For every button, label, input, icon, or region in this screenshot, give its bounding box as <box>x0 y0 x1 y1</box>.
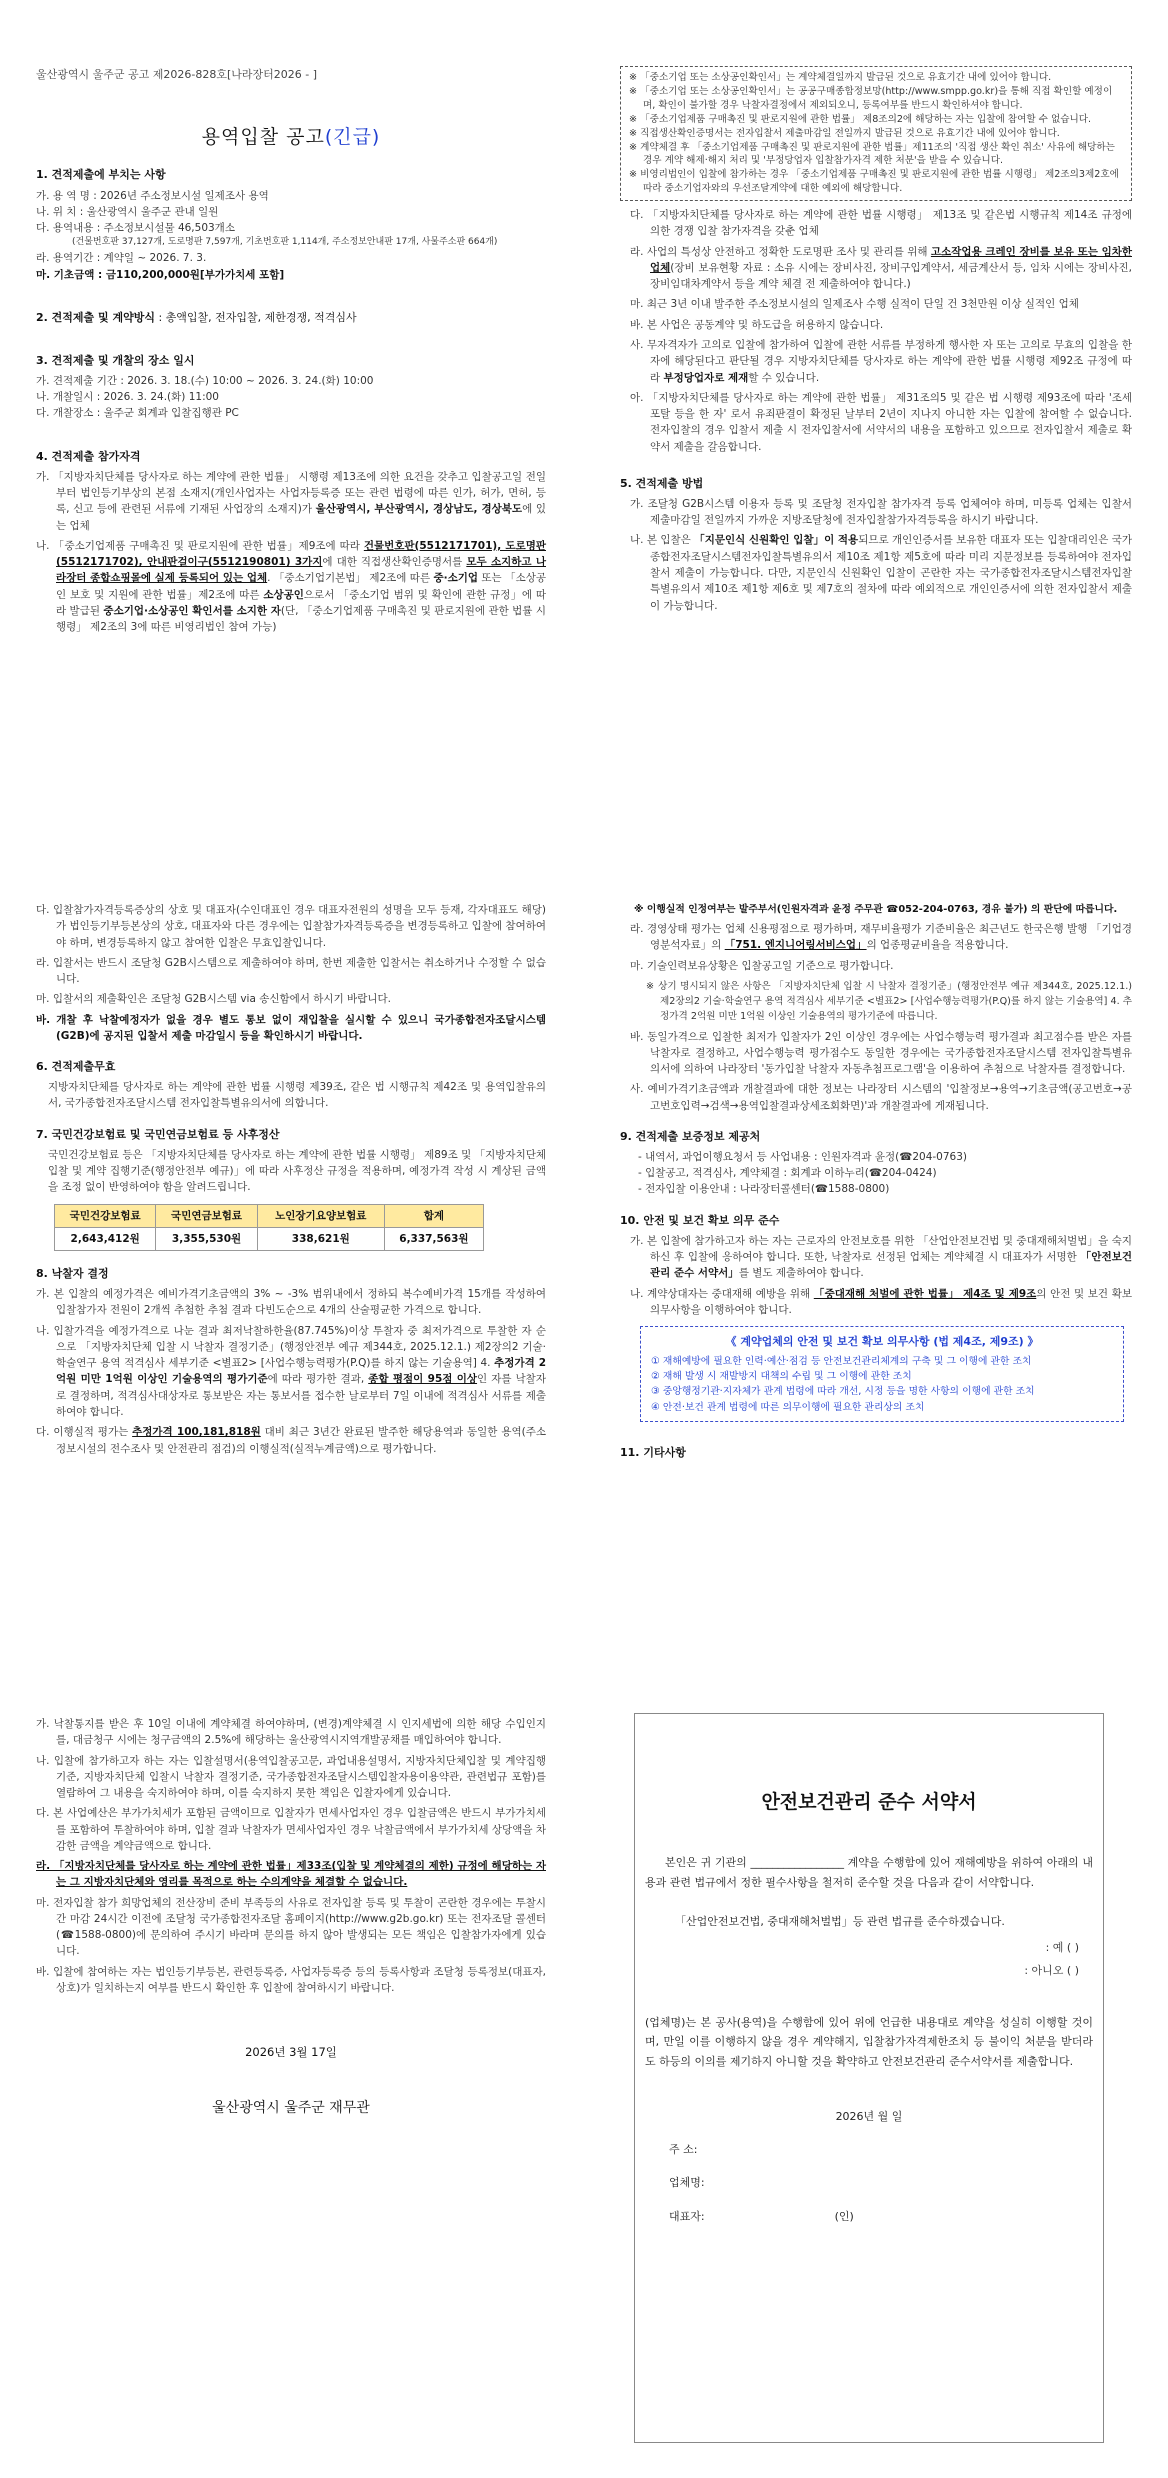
s8-item-b: 나. 입찰가격을 예정가격으로 나눈 결과 최저낙찰하한율(87.745%)이상 투찰자 중 최저가격으로 투찰한 자 순으로 「지방자치단체 입찰 시 낙찰자 결정기준」(행정안전부 예규 제344호, 2025.12.1.) 제2장의2 기술·학술연구 용역 적격심사 세부기준 <별표2> [사업수행능력평가(P.Q)를 하지 않는 기술용역] 4. 추정가격 2억원 미만 1억원 이상인 기술용역의 평가기준에 따라 평가한 결과, 종합 평점이 95점 이상인 자를 낙찰자로 결정하며, 적격심사대상자로 통보받은 자는 통보서를 접수한 날로부터 7일 이내에 적격심사 서류를 제출하여야 합니다. <box>36 1324 546 1418</box>
performance-note: ※ 이행실적 인정여부는 발주부서(인원자격과 윤정 주무관 ☎052-204-0763, 경유 불가) 의 판단에 따릅니다. <box>634 904 1118 915</box>
section-9-heading: 9. 견적제출 보증정보 제공처 <box>620 1129 761 1143</box>
seal-mark: (인) <box>834 2209 854 2223</box>
insurance-value: 6,337,563원 <box>384 1227 483 1250</box>
contact-item: - 내역서, 과업이행요청서 등 사업내용 : 인원자격과 윤정(☎204-0763) <box>638 1150 967 1163</box>
insurance-header: 합계 <box>384 1204 483 1227</box>
insurance-header: 국민건강보험료 <box>55 1204 156 1227</box>
pledge-date: 2026년 월 일 <box>835 2109 903 2123</box>
s8-item-c: 다. 이행실적 평가는 추정가격 100,181,818원 대비 최근 3년간 완료된 발주한 해당용역과 동일한 용역(주소정보시설의 전수조사 및 안전관리 점검)의 이행실적(실적누계금액)으로 평가합니다. <box>36 1426 546 1455</box>
s1-content: 다. 용역내용 : 주소정보시설물 46,503개소 <box>36 222 235 235</box>
contact-item: - 전자입찰 이용안내 : 나라장터콜센터(☎1588-0800) <box>638 1183 890 1196</box>
s11-item-f: 바. 입찰에 참여하는 자는 법인등기부등본, 관련등록증, 사업자등록증 등의 등록사항과 조달청 등록정보(대표자, 상호)가 일치하는지 여부를 반드시 확인한 후 입찰에 참여하시기 바랍니다. <box>36 1965 546 1994</box>
s1-period: 라. 용역기간 : 계약일 ~ 2026. 7. 3. <box>36 252 207 265</box>
s1-base-price: 마. 기초금액 : 금110,200,000원[부가가치세 포함] <box>36 268 285 281</box>
safety-box-title: 《 계약업체의 안전 및 보건 확보 의무사항 (법 제4조, 제9조) 》 <box>725 1335 1039 1349</box>
notice-date: 2026년 3월 17일 <box>245 2045 337 2060</box>
s11-item-e: 마. 전자입찰 참가 희망업체의 전산장비 준비 부족등의 사유로 전자입찰 등록 및 투찰이 곤란한 경우에는 투찰시간 마감 24시간 이전에 조달청 국가종합전자조달 홈페이지(http://www.g2b.go.kr) 또는 전자조달 콜센터(☎1588-0800)에 문의하여 주시기 바라며 문의를 하지 않아 발생되는 모든 책임은 입찰참가자에게 있습니다. <box>36 1896 546 1958</box>
s4-item-b: 나. 「중소기업제품 구매촉진 및 판로지원에 관한 법률」제9조에 따라 건물번호판(5512171701), 도로명판(5512171702), 안내판걸이구(5512190801) 3가지에 대한 직접생산확인증명서를 모두 소지하고 나라장터 종합쇼핑몰에 실제 등록되어 있는 업체. 「중소기업기본법」 제2조에 따른 중·소기업 또는 「소상공인 보호 및 지원에 관한 법률」제2조에 따른 소상공인으로서 「중소기업 범위 및 확인에 관한 규정」에 따라 발급된 중소기업·소상공인 확인서를 소지한 자(단, 「중소기업제품 구매촉진 및 판로지원에 관한 법률 시행령」 제2조의 3에 따른 비영리법인 참여 가능) <box>36 539 546 634</box>
s10-item-a: 가. 본 입찰에 참가하고자 하는 자는 근로자의 안전보호를 위한 「산업안전보건법 및 중대재해처벌법」을 숙지하신 후 입찰에 응하여야 합니다. 또한, 낙찰자로 선정된 업체는 계약체결 시 대표자가 서명한 「안전보건관리 준수 서약서」를 별도 제출하여야 합니다. <box>630 1234 1133 1280</box>
issuer-name: 울산광역시 울주군 재무관 <box>212 2100 370 2117</box>
s4-item-a: 가. 「지방자치단체를 당사자로 하는 계약에 관한 법률」 시행령 제13조에 의한 요건을 갖추고 입찰공고일 전일부터 법인등기부상의 본점 소재지(개인사업자는 사업자등록증 또는 관련 법령에 따른 인가, 허가, 면허, 등록, 신고 등에 관련된 서류에 기재된 사업장의 소재지)가 울산광역시, 부산광역시, 경상남도, 경상북도에 있는 업체 <box>36 470 546 532</box>
s5-item-f: 바. 개찰 후 낙찰예정자가 없을 경우 별도 통보 없이 재입찰을 실시할 수 있으니 국가종합전자조달시스템(G2B)에 공지된 입찰서 제출 마감일시 등을 확인하시기 바랍니다. <box>36 1013 546 1042</box>
note-item: ※ 「중소기업 또는 소상공인확인서」는 공공구매종합정보망(http://www.smpp.go.kr)을 통해 직접 확인할 예정이며, 확인이 불가할 경우 낙찰자결정에서 제외되오니, 등록여부를 반드시 확인하셔야 합니다. <box>629 85 1113 111</box>
s11-item-a: 가. 낙찰통지를 받은 후 10일 이내에 계약체결 하여야하며, (변경)계약체결 시 인지세법에 의한 해당 수입인지를, 대금청구 시에는 청구금액의 2.5%에 해당하는 울산광역시지역개발공채를 매입하여야 합니다. <box>36 1718 546 1747</box>
section-11-heading: 11. 기타사항 <box>620 1445 686 1459</box>
note-item: ※ 「중소기업제품 구매촉진 및 판로지원에 관한 법률」 제8조의2에 해당하는 자는 입찰에 참여할 수 없습니다. <box>629 113 1092 125</box>
insurance-table <box>54 1204 484 1252</box>
insurance-value: 338,621원 <box>257 1227 384 1250</box>
s8-item-e: 마. 기술인력보유상황은 입찰공고일 기준으로 평가합니다. <box>630 959 894 972</box>
s7-body: 국민건강보험료 등은 「지방자치단체를 당사자로 하는 계약에 관한 법률 시행령」 제89조 및 「지방자치단체 입찰 및 계약 집행기준(행정안전부 예규)」에 따라 사후정산 규정을 적용하며, 예정가격 작성 시 계상된 금액을 조정 없이 반영하여야 함을 알려드립니다. <box>48 1148 546 1194</box>
page1-left <box>36 66 546 635</box>
s4-item-g: 사. 무자격자가 고의로 입찰에 참가하여 입찰에 관한 서류를 부정하게 행사한 자 또는 고의로 무효의 입찰을 한 자에 해당된다고 판단될 경우 지방자치단체를 당사자로 하는 계약에 관한 법률 시행령 제92조 규정에 따라 부정당업자로 제재할 수 있습니다. <box>630 339 1132 384</box>
pledge-yes-option[interactable]: : 예 ( ) <box>1045 1941 1079 1954</box>
s3-submit-period: 가. 견적제출 기간 : 2026. 3. 18.(수) 10:00 ~ 2026. 3. 24.(화) 10:00 <box>36 374 374 387</box>
pledge-intro: 본인은 귀 기관의 _________________ 계약을 수행함에 있어 재해예방을 위하여 아래의 내용과 관련 법규에서 정한 필수사항을 철저히 준수할 것을 다음과 같이 서약합니다. <box>645 1856 1093 1889</box>
s8-item-a: 가. 본 입찰의 예정가격은 예비가격기초금액의 3% ~ -3% 범위내에서 정하되 복수예비가격 15개를 작성하여 입찰참가자 전원이 2개씩 추첨한 추첨 결과 다빈도순으로 4개의 산술평균한 가격으로 합니다. <box>36 1288 546 1317</box>
s5-item-a: 가. 조달청 G2B시스템 이용자 등록 및 조달청 전자입찰 참가자격 등록 업체여야 하며, 미등록 업체는 입찰서 제출마감일 전일까지 가까운 지방조달청에 전자입찰참가자격등록을 하시기 바랍니다. <box>630 497 1132 527</box>
contact-item: - 입찰공고, 적격심사, 계약체결 : 회계과 이하누리(☎204-0424) <box>638 1167 937 1180</box>
qualification-notes <box>620 66 1132 201</box>
pledge-no-option[interactable]: : 아니오 ( ) <box>1024 1964 1079 1978</box>
s11-item-b: 나. 입찰에 참가하고자 하는 자는 입찰설명서(용역입찰공고문, 과업내용설명서, 지방자치단체입찰 및 계약집행기준, 지방자치단체 입찰시 낙찰자 결정기준, 국가종합전자조달시스템입찰자용이용약관, 관련법규 포함)를 열람하여 그 내용을 숙지하여야 하며, 이를 숙지하지 못한 책임은 입찰자에게 있습니다. <box>36 1754 546 1800</box>
s4-item-f: 바. 본 사업은 공동계약 및 하도급을 허용하지 않습니다. <box>630 318 884 331</box>
s8-item-g: 사. 예비가격기초금액과 개찰결과에 대한 정보는 나라장터 시스템의 '입찰정보→용역→기초금액(공고번호→공고번호입력→검색→용역입찰결과상세조회화면)'과 개찰결과에 게재됩니다. <box>630 1083 1132 1112</box>
s4-item-h: 아. 「지방자치단체를 당사자로 하는 계약에 관한 법률」 제31조의5 및 같은 법 시행령 제93조에 따라 '조세포탈 등을 한 자' 로서 유죄판결이 확정된 날부터 2년이 지나지 아니한 자는 입찰에 참여할 수 없습니다. 전자입찰의 경우 입찰서 제출 시 전자입찰서에 서약서의 내용을 포함하고 있으므로 전자입찰서 제출로 확약서 제출을 갈음합니다. <box>630 391 1132 453</box>
s10-item-b: 나. 계약상대자는 중대재해 예방을 위해 「중대재해 처벌에 관한 법률」 제4조 및 제9조의 안전 및 보건 확보 의무사항을 이행하여야 합니다. <box>630 1287 1132 1316</box>
s6-body: 지방자치단체를 당사자로 하는 계약에 관한 법률 시행령 제39조, 같은 법 시행규칙 제42조 및 용역입찰유의서, 국가종합전자조달시스템 전자입찰특별유의서에 의합니다. <box>48 1081 546 1110</box>
page1-right <box>620 66 1132 614</box>
section-2-heading: 2. 견적제출 및 계약방식 : 총액입찰, 전자입찰, 제한경쟁, 적격심사 <box>36 310 357 324</box>
s11-item-c: 다. 본 사업예산은 부가가치세가 포함된 금액이므로 입찰자가 면세사업자인 경우 입찰금액은 반드시 부가가치세를 포함하여 투찰하여야 하며, 입찰 결과 낙찰자가 면세사업자인 경우 낙찰금액에서 부가가치세 상당액을 차감한 금액을 계약금액으로 합니다. <box>36 1807 546 1852</box>
s1-content-detail: (건물번호판 37,127개, 도로명판 7,597개, 기초번호판 1,114개, 주소정보안내판 17개, 사물주소판 664개) <box>72 237 498 248</box>
s3-open-place: 다. 개찰장소 : 울주군 회계과 입찰집행관 PC <box>36 407 239 420</box>
page2-right <box>620 902 1132 1465</box>
section-10-heading: 10. 안전 및 보건 확보 의무 준수 <box>620 1213 780 1227</box>
s11-item-d: 라. 「지방자치단체를 당사자로 하는 계약에 관한 법률」제33조(입찰 및 계약체결의 제한) 규정에 해당하는 자는 그 지방자치단체와 영리를 목적으로 하는 수의계약을 체결할 수 없습니다. <box>36 1860 546 1889</box>
pledge-title: 안전보건관리 준수 서약서 <box>761 1791 977 1813</box>
section-3-heading: 3. 견적제출 및 개찰의 장소 일시 <box>36 353 195 367</box>
section-4-heading: 4. 견적제출 참가자격 <box>36 449 141 463</box>
pledge-statement: (업체명)는 본 공사(용역)을 수행함에 있어 위에 언급한 내용대로 계약을 성실히 이행할 것이며, 만일 이를 이행하지 않을 경우 계약해지, 입찰참가자격제한조치 등 불이익 처분을 받더라도 하등의 이의를 제기하지 아니할 것을 확약하고 안전보건관리 준수서약서를 제출합니다. <box>645 2016 1093 2068</box>
section-6-heading: 6. 견적제출무효 <box>36 1060 116 1074</box>
pledge-address-field[interactable]: 주 소: <box>669 2143 698 2157</box>
s1-location: 나. 위 치 : 울산광역시 울주군 관내 일원 <box>36 205 219 218</box>
safety-item: ① 재해예방에 필요한 인력·예산·점검 등 안전보건관리체계의 구축 및 그 이행에 관한 조치 <box>651 1356 1032 1368</box>
safety-duty-box <box>640 1326 1124 1422</box>
s3-open-datetime: 나. 개찰일시 : 2026. 3. 24.(화) 11:00 <box>36 391 219 404</box>
s5-item-e: 마. 입찰서의 제출확인은 조달청 G2B시스템 via 송신함에서 하시기 바랍니다. <box>36 993 391 1006</box>
pledge-compliance: 「산업안전보건법, 중대재해처벌법」등 관련 법규를 준수하겠습니다. <box>675 1914 1005 1928</box>
s5-item-d: 라. 입찰서는 반드시 조달청 G2B시스템으로 제출하여야 하며, 한번 제출한 입찰서는 취소하거나 수정할 수 없습니다. <box>36 956 546 986</box>
safety-item: ③ 중앙행정기관·지자체가 관계 법령에 따라 개선, 시정 등을 명한 사항의 이행에 관한 조치 <box>651 1386 1035 1398</box>
note-item: ※ 비영리법인이 입찰에 참가하는 경우 「중소기업제품 구매촉진 및 판로지원에 관한 법률 시행령」 제2조의3제2호에 따라 중소기업자와의 우선조달계약에 대한 예외에 해당합니다. <box>629 169 1119 195</box>
safety-item: ② 재해 발생 시 재발방지 대책의 수립 및 그 이행에 관한 조치 <box>651 1371 912 1383</box>
s8-note: ※ 상기 명시되지 않은 사항은 「지방자치단체 입찰 시 낙찰자 결정기준」(행정안전부 예규 제344호, 2025.12.1.) 제2장의2 기술·학술연구 용역 적격심사 세부기준 <별표2> [사업수행능력평가(P.Q)를 하지 않는 기술용역] 4. 추정가격 2억원 미만 1억원 이상인 기술용역의 평가기준에 따릅니다. <box>646 980 1132 1022</box>
s5-item-b: 나. 본 입찰은 「지문인식 신원확인 입찰」이 적용되므로 개인인증서를 보유한 대표자 또는 입찰대리인은 국가종합전자조달시스템전자입찰특별유의서 제10조 제1항 제5호에 따라 미리 지문정보를 등록하여야 전자입찰서 제출이 가능합니다. 다만, 지문인식 신원확인 입찰이 곤란한 자는 국가종합전자조달시스템전자입찰특별유의서 제10조 제1항 제6호 및 제7호의 절차에 따라 예외적으로 개인인증서에 의한 전자입찰서 제출이 가능합니다. <box>630 534 1132 612</box>
urgent-badge: (긴급) <box>324 126 381 149</box>
s4-item-d: 라. 사업의 특성상 안전하고 정확한 도로명판 조사 및 관리를 위해 고소작업용 크레인 장비를 보유 또는 임차한 업체(장비 보유현황 자료 : 소유 시에는 장비사진, 장비구입계약서, 세금계산서 등, 임차 시에는 장비사진, 장비임대차계약서 등을 계약 체결 전 제출하여야 합니다.) <box>630 245 1132 291</box>
insurance-header: 국민연금보험료 <box>156 1204 257 1227</box>
section-7-heading: 7. 국민건강보험료 및 국민연금보험료 등 사후정산 <box>36 1127 280 1141</box>
section-8-heading: 8. 낙찰자 결정 <box>36 1267 109 1281</box>
pledge-representative-field[interactable]: 대표자: (인) <box>669 2209 854 2223</box>
s4-item-e: 마. 최근 3년 이내 발주한 주소정보시설의 일제조사 수행 실적이 단일 건 3천만원 이상 실적인 업체 <box>630 298 1079 311</box>
note-item: ※ 직접생산확인증명서는 전자입찰서 제출마감일 전일까지 발급된 것으로 유효기간 내에 있어야 합니다. <box>629 127 1060 139</box>
insurance-value: 2,643,412원 <box>55 1227 156 1250</box>
note-item: ※ 「중소기업 또는 소상공인확인서」는 계약체결일까지 발급된 것으로 유효기간 내에 있어야 합니다. <box>629 72 1052 83</box>
section-5-heading: 5. 견적제출 방법 <box>620 476 704 490</box>
page-title: 용역입찰 공고(긴급) <box>201 126 381 149</box>
pledge-company-field[interactable]: 업체명: <box>669 2176 705 2190</box>
notice-number: 울산광역시 울주군 공고 제2026-828호[나라장터2026 - ] <box>36 68 318 81</box>
s4-item-c: 다. 「지방자치단체를 당사자로 하는 계약에 관한 법률 시행령」 제13조 및 같은법 시행규칙 제14조 규정에 의한 경쟁 입찰 참가자격을 갖춘 업체 <box>630 209 1132 238</box>
section-1-heading: 1. 견적제출에 부치는 사항 <box>36 168 166 182</box>
insurance-value: 3,355,530원 <box>156 1227 257 1250</box>
page3-left <box>36 1716 546 2120</box>
s5-item-c: 다. 입찰참가자격등록증상의 상호 및 대표자(수인대표인 경우 대표자전원의 성명을 모두 등재, 각자대표도 해당)가 법인등기부등본상의 상호, 대표자와 다른 경우에는 입찰참가자격등록증을 변경등록하고 입찰에 참여하여야 하며, 변경등록하지 않고 참여한 입찰은 무효입찰입니다. <box>36 904 546 949</box>
insurance-header: 노인장기요양보험료 <box>257 1204 384 1227</box>
s8-item-f: 바. 동일가격으로 입찰한 최저가 입찰자가 2인 이상인 경우에는 사업수행능력 평가결과 최고점수를 받은 자를 낙찰자로 결정하고, 사업수행능력 평가점수도 동일한 경우에는 국가종합전자조달시스템 전자입찰특별유의서에 의하여 나라장터 '동가입찰 낙찰자 자동추첨프로그램'을 이용하여 추첨으로 낙찰자를 결정합니다. <box>630 1030 1132 1076</box>
safety-item: ④ 안전·보건 관계 법령에 따른 의무이행에 필요한 관리상의 조치 <box>651 1401 925 1413</box>
safety-pledge-form <box>634 1713 1104 2443</box>
s8-item-d: 라. 경영상태 평가는 업체 신용평점으로 평가하며, 재무비율평가 기준비율은 최근년도 한국은행 발행 「기업경영분석자료」의 「751. 엔지니어링서비스업」의 업종평균비율을 적용합니다. <box>630 923 1132 952</box>
s1-service-name: 가. 용 역 명 : 2026년 주소정보시설 일제조사 용역 <box>36 189 269 202</box>
page2-left <box>36 902 546 1457</box>
note-item: ※ 계약체결 후 「중소기업제품 구매촉진 및 판로지원에 관한 법률」제11조의 '직접 생산 확인 취소' 사유에 해당하는 경우 계약 해제·해지 처리 및 '부정당업자 입찰참가자격 제한 처분'을 받을 수 있습니다. <box>629 141 1115 167</box>
